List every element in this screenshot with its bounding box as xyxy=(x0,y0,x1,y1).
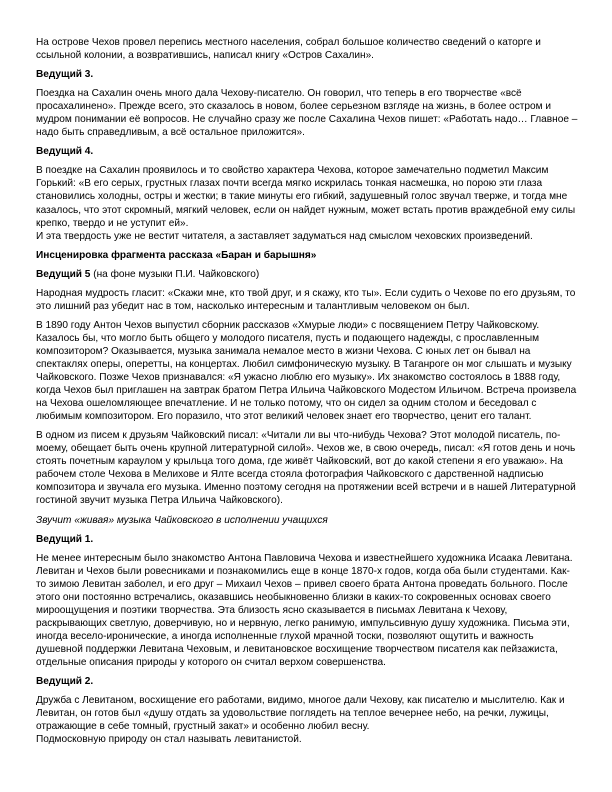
heading-presenter-5-label: Ведущий 5 xyxy=(36,268,91,280)
paragraph-levitan-friendship: Дружба с Левитаном, восхищение его работами, видимо, многое дали Чехову, как писателю и мыслителю. Как и Левитан, он готов был «душу отдать за удовольствие поглядеть на теплое вечернее небо, на речки, лужицы, отражающие в себе томный, грустный закат» и особенно любил весну. xyxy=(36,695,565,733)
paragraph-levitan-acquaintance: Не менее интересным было знакомство Антона Павловича Чехова и известнейшего художника Исаака Левитана. Левитан и Чехов были ровесниками и познакомились еще в конце 1870-х годов, когда оба были студентами. Как-то зимою Левитан заболел, и его друг – Михаил Чехов – привел своего брата Антона проведать больного. После этого они постоянно встречались, оказавшись необыкновенно близки в каких-то сокровенных основах своего мироощущения и поэтики творчества. Эта близость ясно сказывается в письмах Левитана к Чехову, раскрывающих светлую, доверчивую, но и нервную, легко ранимую, импульсивную душу художника. Письма эти, иногда весело-иронические, а иногда исполненные глухой мрачной тоски, позволяют ощутить и важность душевной поддержки Левитана Чеховым, и левитановское восхищение творчеством писателя как пейзажиста, отдельные описания природы у которого он считал верхом совершенства. xyxy=(36,552,573,668)
stage-direction-live-music: Звучит «живая» музыка Чайковского в исполнении учащихся xyxy=(36,514,328,526)
heading-presenter-5 xyxy=(36,268,578,281)
paragraph-sakhalin-impact: Поездка на Сахалин очень много дала Чехову-писателю. Он говорил, что теперь в его творчестве «всё просахалинено». Прежде всего, это сказалось в новом, более серьезном взгляде на жизнь, в более остром и мудром понимании её вопросов. Не случайно сразу же после Сахалина Чехов пишет: «Работать надо… Главное – надо быть справедливым, а всё остальное приложится». xyxy=(36,88,578,139)
paragraph-chaikovsky-1890: В 1890 году Антон Чехов выпустил сборник рассказов «Хмурые люди» с посвящением Петру Чайковскому. Казалось бы, что могло быть общего у молодого писателя, пусть и подающего надежды, с прославленным композитором? Оказывается, музыка занимала немалое место в жизни Чехова. С юных лет он бывал на спектаклях оперы, оперетты, на концертах. Любил симфоническую музыку. В Таганроге он мог слышать и музыку Чайковского. Позже Чехов признавался: «Я ужасно люблю его музыку». Их знакомство состоялось в 1888 году, когда Чехов был приглашен на завтрак братом Петра Ильича Чайковского Модестом Ильичом. Встреча произвела на Чехова ошеломляющее впечатление. И не только потому, что он сидел за одним столом и беседовал с любимым композитором. Его поразило, что этот великий человек знает его творчество, ценит его талант. xyxy=(36,319,577,423)
heading-presenter-1: Ведущий 1. xyxy=(36,533,94,545)
paragraph-gorky-quote: В поездке на Сахалин проявилось и то свойство характера Чехова, которое замечательно подметил Максим Горький: «В его серых, грустных глазах почти всегда мягко искрилась тонкая насмешка, но порою эти глаза становились холодны, остры и жестки; в такие минуты его гибкий, задушевный голос звучал тверже, и тогда мне казалось, что этот скромный, мягкий человек, если он найдет нужным, может встать против враждебной ему силы крепко, твердо и не уступит ей». xyxy=(36,165,576,229)
paragraph-firmness: И эта твердость уже не вестит читателя, а заставляет задуматься над смыслом чеховских произведений. xyxy=(36,230,533,242)
paragraph-folk-wisdom: Народная мудрость гласит: «Скажи мне, кто твой друг, и я скажу, кто ты». Если судить о Чехове по его друзьям, то это лишний раз убедит нас в том, насколько интересным и талантливым человеком он был. xyxy=(36,287,576,312)
heading-presenter-2: Ведущий 2. xyxy=(36,676,94,688)
paragraph-levitanist: Подмосковную природу он стал называть левитанистой. xyxy=(36,734,302,746)
heading-presenter-4: Ведущий 4. xyxy=(36,146,94,158)
paragraph-chaikovsky-letters: В одном из писем к друзьям Чайковский писал: «Читали ли вы что-нибудь Чехова? Этот молодой писатель, по-моему, обещает быть очень крупной литературной силой». Чехов же, в свою очередь, писал: «Я готов день и ночь стоять почетным караулом у крыльца того дома, где живёт Чайковский, вот до какой степени я его уважаю». На рабочем столе Чехова в Мелихове и Ялте всегда стояла фотография Чайковского с дарственной надписью композитора и звучала его музыка. Именно поэтому сегодня на протяжении всей встречи и в нашей Литературной гостиной звучит музыка Петра Ильича Чайковского). xyxy=(36,430,576,507)
paragraph-sakhalin-census: На острове Чехов провел перепись местного населения, собрал большое количество сведений о каторге и ссыльной колонии, а возвратившись, написал книгу «Остров Сахалин». xyxy=(36,37,541,62)
heading-staging-fragment: Инсценировка фрагмента рассказа «Баран и барышня» xyxy=(36,249,317,261)
heading-presenter-3: Ведущий 3. xyxy=(36,69,94,81)
heading-presenter-5-note: (на фоне музыки П.И. Чайковского) xyxy=(90,268,260,280)
